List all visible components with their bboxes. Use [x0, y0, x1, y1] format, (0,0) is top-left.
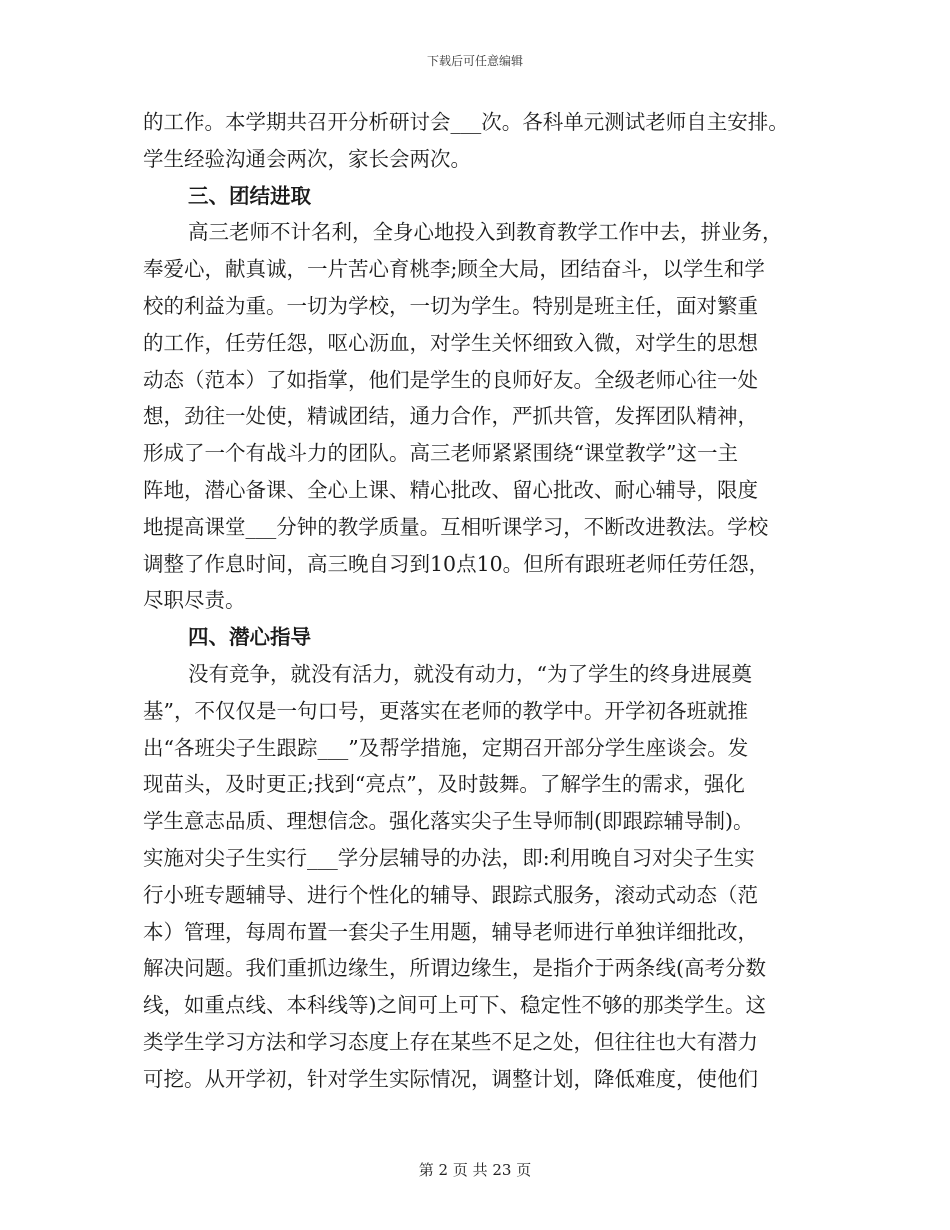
paragraph-line: 尽职尽责。	[143, 588, 246, 613]
paragraph-line: 可挖。从开学初，针对学生实际情况，调整计划，降低难度，使他们	[143, 1066, 758, 1091]
section-heading: 三、团结进取	[188, 183, 311, 208]
paragraph-line: 奉爱心，献真诚，一片苦心育桃李;顾全大局，团结奋斗，以学生和学	[143, 257, 765, 282]
page-header: 下载后可任意编辑	[426, 54, 523, 68]
paragraph-line: 本）管理，每周布置一套尖子生用题，辅导老师进行单独详细批改，	[143, 919, 758, 944]
paragraph-line: 形成了一个有战斗力的团队。高三老师紧紧围绕“课堂教学”这一主	[143, 441, 738, 466]
document-body	[143, 104, 823, 1098]
page-number: 第 2 页 共 23 页	[418, 1161, 532, 1179]
paragraph-line: 实施对尖子生实行___学分层辅导的办法，即:利用晚自习对尖子生实	[143, 845, 755, 870]
paragraph-line: 想，劲往一处使，精诚团结，通力合作，严抓共管，发挥团队精神，	[143, 404, 758, 429]
paragraph-line: 没有竞争，就没有活力，就没有动力，“为了学生的终身进展奠	[188, 661, 752, 686]
paragraph-line: 行小班专题辅导、进行个性化的辅导、跟踪式服务，滚动式动态（范	[143, 882, 758, 907]
paragraph-line: 出“各班尖子生跟踪___”及帮学措施，定期召开部分学生座谈会。发	[143, 735, 749, 760]
paragraph-line: 阵地，潜心备课、全心上课、精心批改、留心批改、耐心辅导，限度	[143, 477, 758, 502]
paragraph-line: 地提高课堂___分钟的教学质量。互相听课学习，不断改进教法。学校	[143, 514, 769, 539]
paragraph-line: 基”，不仅仅是一句口号，更落实在老师的教学中。开学初各班就推	[143, 698, 748, 723]
paragraph-line: 的工作，任劳任怨，呕心沥血，对学生关怀细致入微，对学生的思想	[143, 330, 758, 355]
paragraph-line: 线，如重点线、本科线等)之间可上可下、稳定性不够的那类学生。这	[143, 993, 766, 1018]
paragraph-line: 现苗头，及时更正;找到“亮点”，及时鼓舞。了解学生的需求，强化	[143, 772, 745, 797]
paragraph-line: 学生意志品质、理想信念。强化落实尖子生导师制(即跟踪辅导制)。	[143, 809, 754, 834]
section-heading: 四、潜心指导	[188, 625, 311, 650]
paragraph-line: 调整了作息时间，高三晚自习到10点10。但所有跟班老师任劳任怨，	[143, 551, 770, 576]
paragraph-line: 学生经验沟通会两次，家长会两次。	[143, 146, 471, 171]
paragraph-line: 高三老师不计名利，全身心地投入到教育教学工作中去，拼业务，	[188, 220, 783, 245]
paragraph-line: 类学生学习方法和学习态度上存在某些不足之处，但往往也大有潜力	[143, 1029, 758, 1054]
paragraph-line: 的工作。本学期共召开分析研讨会___次。各科单元测试老师自主安排。	[143, 110, 789, 134]
paragraph-line: 校的利益为重。一切为学校，一切为学生。特别是班主任，面对繁重	[143, 293, 758, 318]
paragraph-line: 解决问题。我们重抓边缘生，所谓边缘生，是指介于两条线(高考分数	[143, 956, 766, 981]
paragraph-line: 动态（范本）了如指掌，他们是学生的良师好友。全级老师心往一处	[143, 367, 758, 392]
